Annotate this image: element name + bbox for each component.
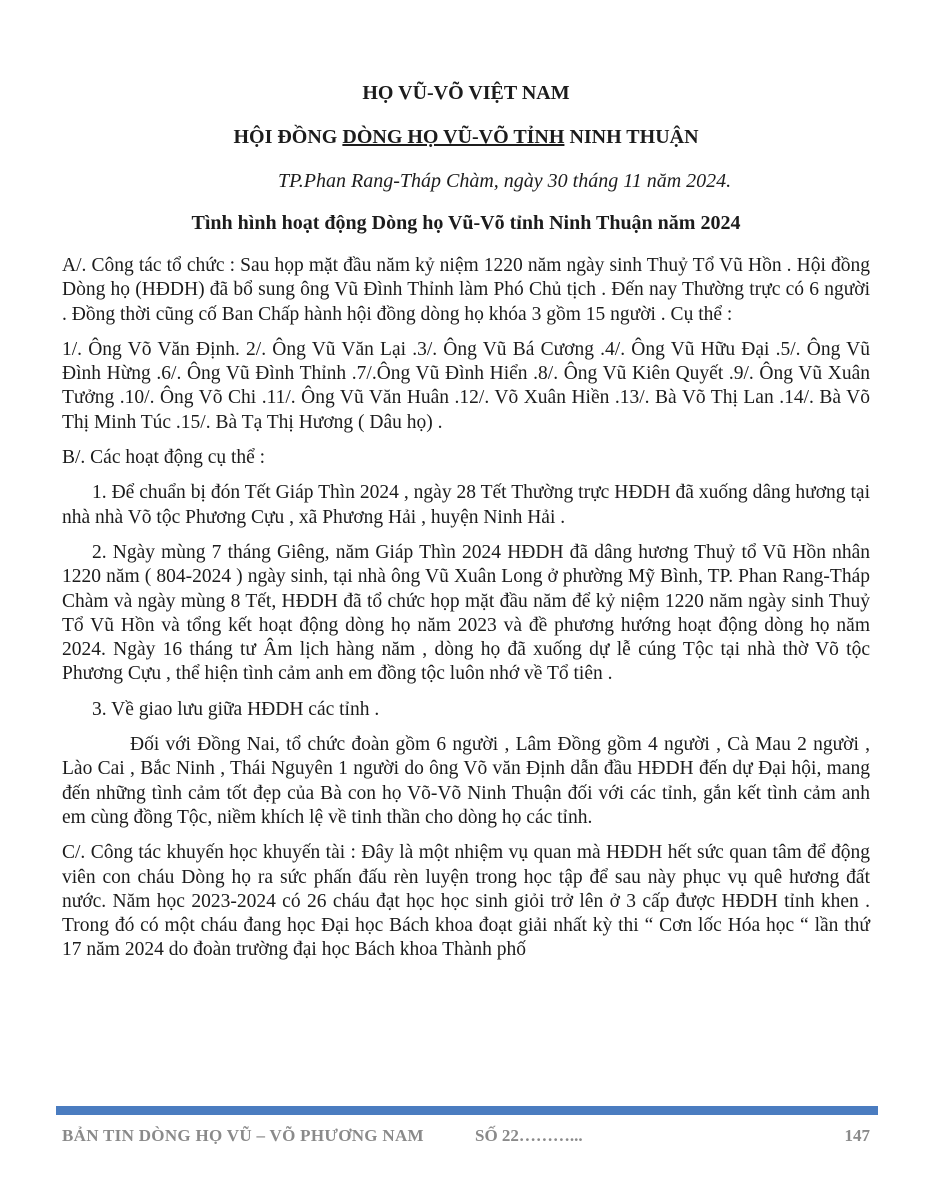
activity-2-paragraph: 2. Ngày mùng 7 tháng Giêng, năm Giáp Thìn 2024 HĐDH đã dâng hương Thuỷ tổ Vũ Hồn nhân 1220 năm ( 804-2024 ) ngày sinh, tại nhà ông Vũ Xuân Long ở phường Mỹ Bình, TP. Phan Rang-Tháp Chàm và ngày mùng 8 Tết, HĐDH đã tổ chức họp mặt đầu năm để kỷ niệm 1220 năm ngày sinh Thuỷ Tổ Vũ Hồn và tổng kết hoạt động dòng họ năm 2023 và đề phương hướng hoạt động dòng họ năm 2024. Ngày 16 tháng tư Âm lịch hàng năm , dòng họ đã xuống dự lễ cúng Tộc tại nhà thờ Võ tộc Phương Cựu , thể hiện tình cảm anh em đồng tộc luôn nhớ về Tổ tiên . [62, 541, 870, 685]
section-b-heading: B/. Các hoạt động cụ thể : [62, 447, 266, 469]
member-list-paragraph: 1/. Ông Võ Văn Định. 2/. Ông Vũ Văn Lại .3/. Ông Vũ Bá Cương .4/. Ông Vũ Hữu Đại .5/. Ông Vũ Đình Hừng .6/. Ông Vũ Đình Thỉnh .7/.Ông Vũ Đình Hiển .8/. Ông Vũ Kiên Quyết .9/. Ông Vũ Xuân Tưởng .10/. Ông Võ Chi .11/. Ông Vũ Văn Huân .12/. Võ Xuân Hiền .13/. Bà Võ Thị Lan .14/. Bà Võ Thị Minh Túc .15/. Bà Tạ Thị Hương ( Dâu họ) . [62, 338, 870, 433]
council-title-underlined: DÒNG HỌ VŨ-VÕ TỈNH [342, 126, 565, 148]
footer-publication: BẢN TIN DÒNG HỌ VŨ – VÕ PHƯƠNG NAM [62, 1126, 424, 1145]
exchange-paragraph: Đối với Đồng Nai, tổ chức đoàn gồm 6 người , Lâm Đồng gồm 4 người , Cà Mau 2 người , Lào Cai , Bắc Ninh , Thái Nguyên 1 người do ông Võ văn Định dẫn đầu HĐDH đến dự Đại hội, mang đến những tình cảm tốt đẹp của Bà con họ Võ-Võ Ninh Thuận đối với các tỉnh, gắn kết tình cảm anh em cùng đồng Tộc, niềm khích lệ về tinh thần cho dòng họ các tỉnh. [62, 734, 870, 828]
document-date: TP.Phan Rang-Tháp Chàm, ngày 30 tháng 11 năm 2024. [278, 170, 732, 192]
council-title-prefix: HỘI ĐỒNG [233, 126, 343, 148]
report-body [62, 254, 870, 974]
page-footer [62, 1126, 870, 1150]
section-c-paragraph: C/. Công tác khuyến học khuyến tài : Đây là một nhiệm vụ quan mà HĐDH hết sức quan tâm để động viên con cháu Dòng họ ra sức phấn đấu rèn luyện trong học tập để sau này phục vụ quê hương đất nước. Năm học 2023-2024 có 26 cháu đạt học học sinh giỏi trở lên ở 3 cấp được HĐDH tỉnh khen . Trong đó có một cháu đang học Đại học Bách khoa đoạt giải nhất kỳ thi “ Cơn lốc Hóa học “ lần thứ 17 năm 2024 do đoàn trường đại học Bách khoa Thành phố [62, 842, 870, 961]
footer-rule [56, 1106, 878, 1115]
activity-1-paragraph: 1. Để chuẩn bị đón Tết Giáp Thìn 2024 , ngày 28 Tết Thường trực HĐDH đã xuống dâng hương tại nhà nhà Võ tộc Phương Cựu , xã Phương Hải , huyện Ninh Hải . [62, 482, 870, 528]
footer-issue: SỐ 22………... [475, 1126, 583, 1145]
activity-3-heading: 3. Về giao lưu giữa HĐDH các tỉnh . [92, 698, 380, 720]
council-title-suffix: NINH THUẬN [564, 126, 699, 148]
report-title: Tình hình hoạt động Dòng họ Vũ-Võ tỉnh Ninh Thuận năm 2024 [191, 212, 741, 234]
council-title [62, 126, 870, 149]
organization-title: HỌ VŨ-VÕ VIỆT NAM [362, 82, 570, 104]
footer-page-number: 147 [844, 1126, 870, 1145]
section-a-paragraph: A/. Công tác tổ chức : Sau họp mặt đầu năm kỷ niệm 1220 năm ngày sinh Thuỷ Tổ Vũ Hồn . Hội đồng Dòng họ (HĐDH) đã bổ sung ông Vũ Đình Thỉnh làm Phó Chủ tịch . Đến nay Thường trực có 6 người . Đồng thời cũng cố Ban Chấp hành hội đồng dòng họ khóa 3 gồm 15 người . Cụ thể : [62, 255, 870, 325]
